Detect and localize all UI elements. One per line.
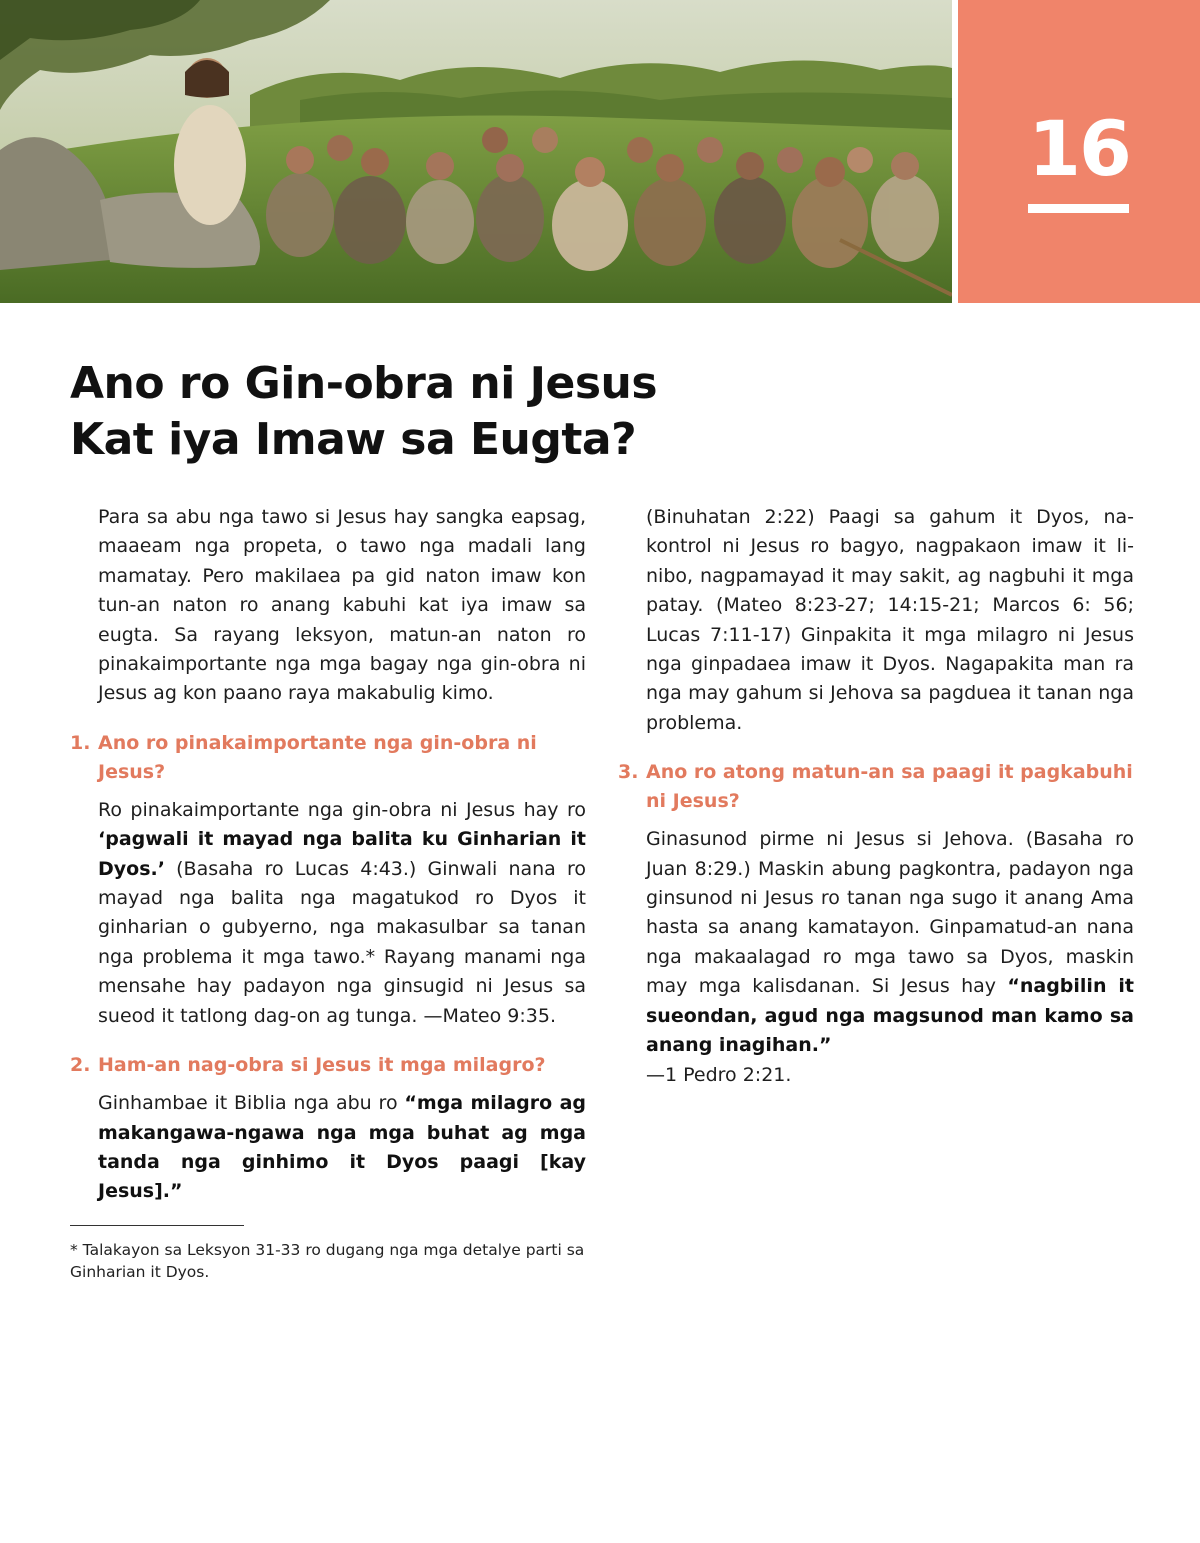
right-column (618, 503, 1134, 1090)
answer-1-paragraph (70, 796, 586, 1031)
answer-text: (Basaha ro Lucas 4:43.) Ginwali nana ro mayad nga balita nga magatukod ro Dyos it ginharian o gubyerno, nga makasulbar sa tanan nga problema it mga tawo.* Rayang manami nga mensahe hay padayon nga ginsugid ni Jesus sa sueod it tatlong dag-on ag tunga. —Mateo 9:35. (98, 857, 586, 1027)
question-text: Ano ro pinakaimportante nga gin-obra ni Jesus? (98, 731, 537, 783)
jesus-teaching-crowd-photo-icon (0, 0, 952, 303)
answer-text: Ro pinakaimportante nga gin-obra ni Jesus hay ro (98, 798, 586, 821)
question-number: 2. (70, 1054, 91, 1077)
lesson-underline (1028, 204, 1129, 213)
answer-emphasis: ‘pagwali it mayad nga balita ku Ginharian it Dyos.’ (98, 828, 586, 880)
answer-text: Ginasunod pirme ni Jesus si Jehova. (Basaha ro Juan 8:29.) Maskin abung pagkontra, padayon nga ginsunod ni Jesus ro tanan nga sugo it anang Ama hasta sa anang kamatayon. Ginpamatud-an nana nga makaalagad ro mga tawo sa Dyos, maskin may mga kalisdanan. Si Jesus hay (646, 828, 1134, 998)
answer-3-paragraph (618, 825, 1134, 1090)
lesson-badge (958, 0, 1200, 303)
question-3 (618, 758, 1134, 816)
answer-text: Ginhambae it Biblia nga abu ro (98, 1092, 405, 1115)
question-1 (70, 729, 586, 787)
answer-2-paragraph (70, 1089, 586, 1207)
lesson-number: 16 (1028, 104, 1130, 193)
left-column (70, 503, 586, 1283)
question-text: Ham-an nag-obra si Jesus it mga milagro? (98, 1054, 546, 1077)
title-line-1: Ano ro Gin-obra ni Jesus (70, 358, 658, 409)
hero-image (0, 0, 952, 303)
intro-paragraph: Para sa abu nga tawo si Jesus hay sangka eapsag, maaeam nga propeta, o tawo nga madali lang mamatay. Pero makilaea pa gid naton imaw kon tun-an naton ro anang kabuhi kat iya imaw sa eugta. Sa rayang leksyon, matun-an naton ro pinakaimportante nga mga bagay nga gin-obra ni Jesus ag kon paano raya makabulig kimo. (98, 506, 586, 705)
answer-emphasis: “mga milagro ag makangawa-ngawa nga mga buhat ag mga tanda nga ginhimo it Dyos paagi [kay Jesus].” (98, 1092, 587, 1203)
question-number: 3. (618, 761, 639, 784)
answer-2-continuation: (Binuhatan 2:22) Paagi sa gahum it Dyos, nakontrol ni Jesus ro bagyo, nagpakaon imaw it linibo, nagpamayad it may sakit, ag nagbuhi it mga patay. (Mateo 8:23-27; 14:15-21; Marcos 6: 56; Lucas 7:11-17) Ginpakita it mga milagro ni Jesus nga ginpadaea imaw it Dyos. Nagapakita man ra nga may gahum si Jehova sa pagduea it tanan nga problema. (646, 506, 1134, 734)
footnote: * Talakayon sa Leksyon 31-33 ro dugang nga mga detalye parti sa Ginharian it Dyos. (70, 1240, 585, 1281)
answer-emphasis: “nagbilin it sueondan, agud nga magsunod man kamo sa anang inagihan.” (646, 975, 1134, 1057)
question-text: Ano ro atong matun-an sa paagi it pagkabuhi ni Jesus? (646, 761, 1133, 813)
question-number: 1. (70, 731, 91, 754)
question-2 (70, 1051, 586, 1080)
title-line-2: Kat iya Imaw sa Eugta? (70, 414, 637, 465)
page-title (70, 356, 870, 468)
footnote-divider (70, 1225, 244, 1226)
answer-citation: —1 Pedro 2:21. (646, 1063, 792, 1086)
